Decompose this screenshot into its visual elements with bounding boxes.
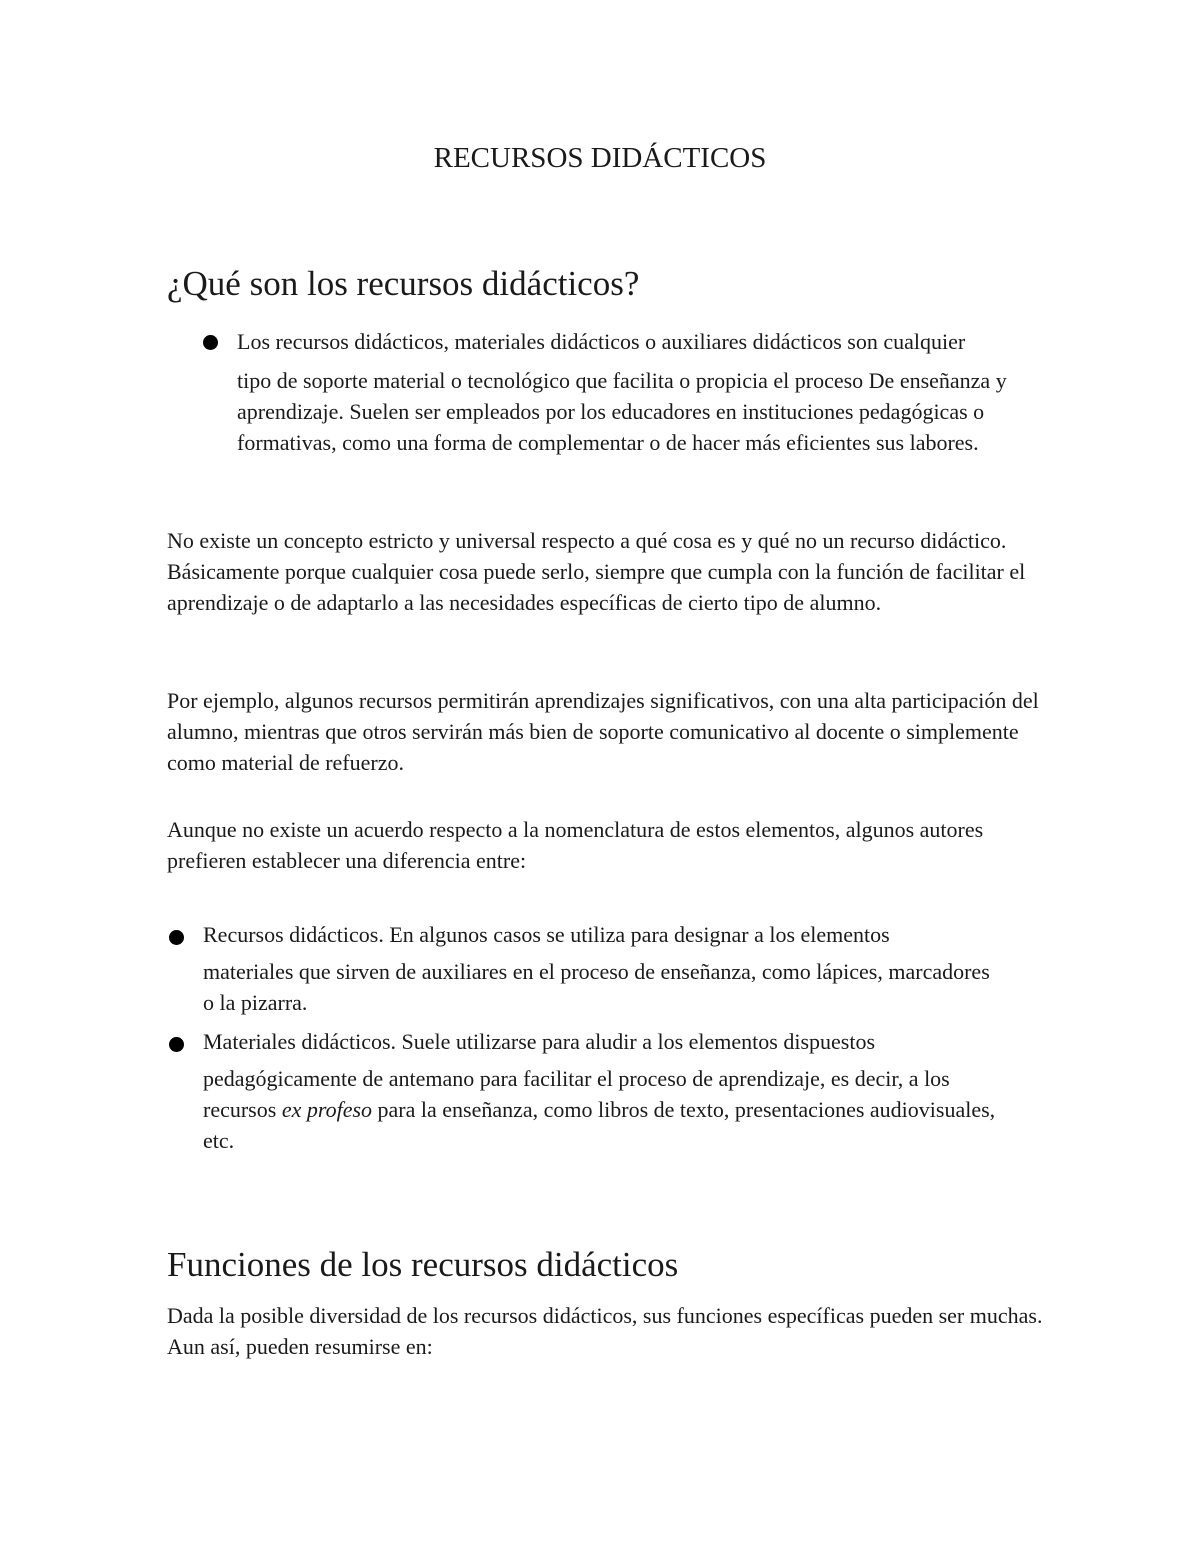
list-item-first-line: Materiales didácticos. Suele utilizarse para aludir a los elementos dispuestos [203, 1029, 876, 1054]
list-item-continuation: tipo de soporte material o tecnológico que facilita o propicia el proceso De enseñanza y aprendizaje. Suelen ser empleados por los educadores en instituciones pedagógicas o formativas, como una forma de complementar o de hacer más eficientes sus labores. [237, 368, 1007, 455]
list-item-first-line: Recursos didácticos. En algunos casos se utiliza para designar a los elementos [203, 922, 890, 947]
list-item-text [203, 1026, 1023, 1156]
list-item-continuation: materiales que sirven de auxiliares en el proceso de enseñanza, como lápices, marcadores o la pizarra. [203, 959, 990, 1015]
text-segment: para la enseñanza, como libros de texto, presentaciones audiovisuales, etc. [203, 1097, 996, 1153]
list-item-text [237, 326, 1037, 458]
list-item-recursos [203, 919, 1003, 1018]
list-item-continuation [203, 1063, 1023, 1156]
italic-term: ex profeso [281, 1097, 373, 1122]
list-item-first-line: Los recursos didácticos, materiales didácticos o auxiliares didácticos son cualquier [237, 329, 966, 354]
bullet-icon [203, 335, 218, 350]
list-item-materiales [203, 1026, 1023, 1156]
list-item-definition [237, 326, 1037, 458]
text-segment: pedagógicamente de antemano para facilitar el proceso de aprendizaje, es decir, a los recursos [203, 1066, 950, 1122]
section-heading-que-son: ¿Qué son los recursos didácticos? [167, 264, 640, 303]
list-item-text [203, 919, 1003, 1018]
bullet-icon [169, 930, 184, 945]
paragraph-ejemplo: Por ejemplo, algunos recursos permitirán aprendizajes significativos, con una alta participación del alumno, mientras que otros servirán más bien de soporte comunicativo al docente o simplemente como material de refuerzo. [167, 688, 1039, 775]
bullet-icon [169, 1037, 184, 1052]
section-heading-funciones: Funciones de los recursos didácticos [167, 1245, 679, 1284]
document-title: RECURSOS DIDÁCTICOS [433, 142, 767, 174]
paragraph-concepto: No existe un concepto estricto y universal respecto a qué cosa es y qué no un recurso didáctico. Básicamente porque cualquier cosa puede serlo, siempre que cumpla con la función de facilitar el aprendizaje o de adaptarlo a las necesidades específicas de cierto tipo de alumno. [167, 528, 1026, 615]
paragraph-nomenclatura: Aunque no existe un acuerdo respecto a la nomenclatura de estos elementos, algunos autores prefieren establecer una diferencia entre: [167, 817, 984, 873]
paragraph-funciones: Dada la posible diversidad de los recursos didácticos, sus funciones específicas pueden ser muchas. Aun así, pueden resumirse en: [167, 1303, 1043, 1359]
